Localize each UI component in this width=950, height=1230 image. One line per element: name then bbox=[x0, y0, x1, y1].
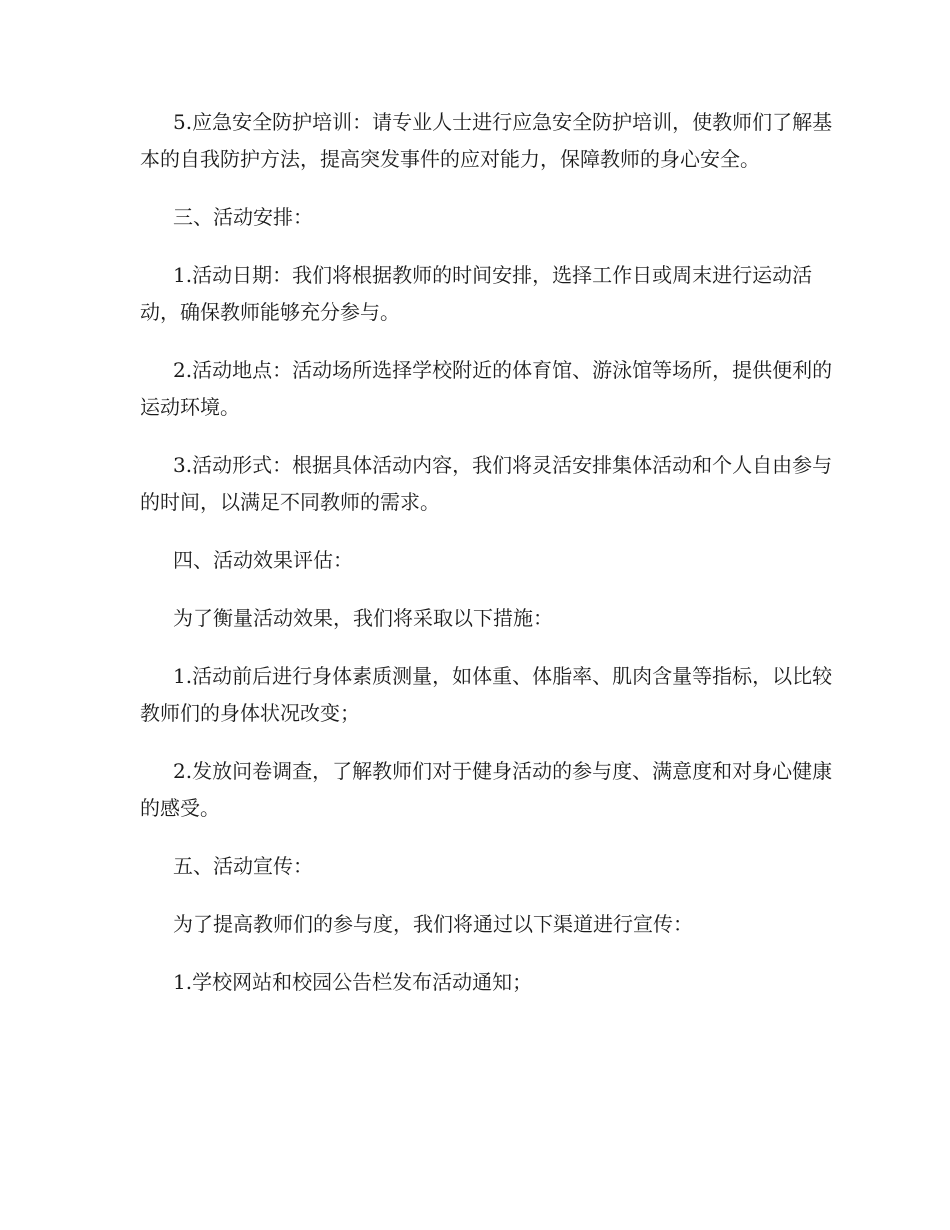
paragraph-website-notice: 1.学校网站和校园公告栏发布活动通知； bbox=[173, 970, 533, 994]
paragraph-emergency-training: 5.应急安全防护培训：请专业人士进行应急安全防护培训，使教师们了解基本的自我防护方法，提高突发事件的应对能力，保障教师的身心安全。 bbox=[140, 110, 833, 171]
paragraph-activity-date: 1.活动日期：我们将根据教师的时间安排，选择工作日或周末进行运动活动，确保教师能够充分参与。 bbox=[140, 263, 813, 324]
paragraph-promotion-intro: 为了提高教师们的参与度，我们将通过以下渠道进行宣传： bbox=[173, 912, 693, 936]
paragraph-body-measurement: 1.活动前后进行身体素质测量，如体重、体脂率、肌肉含量等指标，以比较教师们的身体状况改变； bbox=[140, 664, 833, 725]
paragraph-evaluation-intro: 为了衡量活动效果，我们将采取以下措施： bbox=[173, 606, 553, 630]
heading-activity-promotion: 五、活动宣传： bbox=[173, 854, 313, 878]
paragraph-questionnaire: 2.发放问卷调查，了解教师们对于健身活动的参与度、满意度和对身心健康的感受。 bbox=[140, 759, 833, 820]
heading-effect-evaluation: 四、活动效果评估： bbox=[173, 548, 353, 572]
heading-activity-arrangement: 三、活动安排： bbox=[173, 205, 313, 229]
document-body bbox=[140, 104, 840, 1022]
paragraph-activity-format: 3.活动形式：根据具体活动内容，我们将灵活安排集体活动和个人自由参与的时间，以满足不同教师的需求。 bbox=[140, 453, 833, 514]
paragraph-activity-location: 2.活动地点：活动场所选择学校附近的体育馆、游泳馆等场所，提供便利的运动环境。 bbox=[140, 358, 833, 419]
